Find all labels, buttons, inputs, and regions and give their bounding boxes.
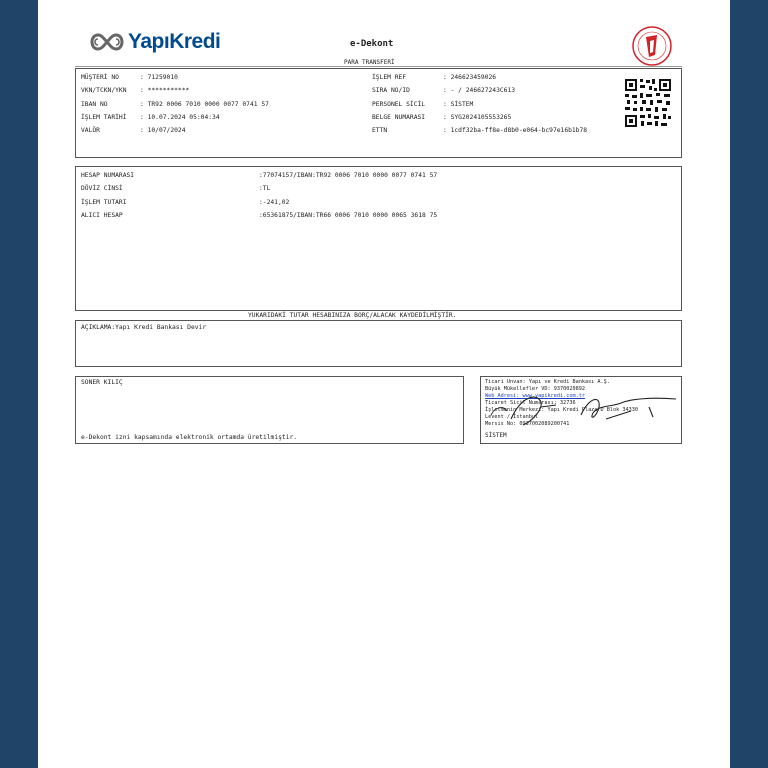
document-title: e-Dekont [350,39,394,49]
e-dekont-footer: e-Dekont izni kapsamında elektronik ortamda üretilmiştir. [81,434,298,441]
document-page [38,0,730,768]
info-label: ETTN [372,127,388,134]
info-label: VALÖR [81,127,100,134]
detail-value: :TL [259,185,271,192]
customer-name: SONER KILIÇ [81,379,123,386]
signature-icon [481,377,681,443]
info-value: : SİSTEM [443,101,474,108]
description-text: AÇIKLAMA:Yapı Kredi Bankası Devir [81,324,207,331]
info-value: : SYG2024105553265 [443,114,512,121]
bank-seal-icon [631,25,673,67]
brand-name: YapıKredi [128,30,221,53]
detail-value: :77074157/IBAN:TR92 0006 7010 0000 0077 0741 57 [259,172,438,179]
info-box [75,68,682,158]
bank-info-line: Ticari Unvan: Yapı ve Kredi Bankası A.Ş. [485,379,610,385]
info-value: : 10/07/2024 [140,127,186,134]
bank-website-link[interactable]: Web Adresi: www.yapikredi.com.tr [485,393,585,399]
detail-label: HESAP NUMARASI [81,172,135,179]
detail-label: DÖVİZ CİNSİ [81,185,123,192]
qr-code-icon [624,78,672,128]
detail-value: :65361875/IBAN:TR66 0006 7010 0000 0065 3618 75 [259,212,438,219]
info-value: : 71259010 [140,74,178,81]
description-box [75,320,682,367]
bank-info-line: Büyük Mükellefler VD: 9370020892 [485,386,585,392]
divider [75,66,682,67]
bank-info-box [480,376,682,444]
debit-credit-notice: YUKARIDAKİ TUTAR HESABINIZA BORÇ/ALACAK KAYDEDİLMİŞTİR. [248,312,457,319]
info-value: : - / 246627243C613 [443,87,516,94]
info-value: : TR92 0006 7010 0000 0077 0741 57 [140,101,269,108]
info-label: VKN/TCKN/YKN [81,87,127,94]
detail-label: ALICI HESAP [81,212,123,219]
info-label: PERSONEL SİCİL [372,101,426,108]
bank-info-line: Levent / İstanbul [485,414,539,420]
customer-box [75,376,464,444]
bank-info-line: İşletmenin Merkezi: Yapı Kredi Plaza D Blok 34330 [485,407,639,413]
bank-info-line: Ticaret Sicil Numarası: 32736 [485,400,576,406]
info-label: İŞLEM TARİHİ [81,114,127,121]
bank-info-line: SİSTEM [485,432,507,439]
info-label: BELGE NUMARASI [372,114,426,121]
yapikredi-logo-icon [88,31,126,53]
info-value: : 10.07.2024 05:04:34 [140,114,220,121]
detail-value: :-241,02 [259,199,290,206]
bank-info-line: Mersis No: 0937002089200741 [485,421,570,427]
detail-label: İŞLEM TUTARI [81,199,127,206]
transfer-details-box [75,166,682,311]
info-value: : 246623459026 [443,74,497,81]
info-label: IBAN NO [81,101,108,108]
yapikredi-logo [88,30,220,54]
info-label: İŞLEM REF [372,74,407,81]
info-value: : *********** [140,87,190,94]
info-label: SIRA NO/ID [372,87,410,94]
info-label: MÜŞTERİ NO [81,74,119,81]
transaction-type: PARA TRANSFERİ [344,59,395,66]
info-value: : 1cdf32ba-ff8e-d8b0-e064-bc97e16b1b78 [443,127,588,134]
